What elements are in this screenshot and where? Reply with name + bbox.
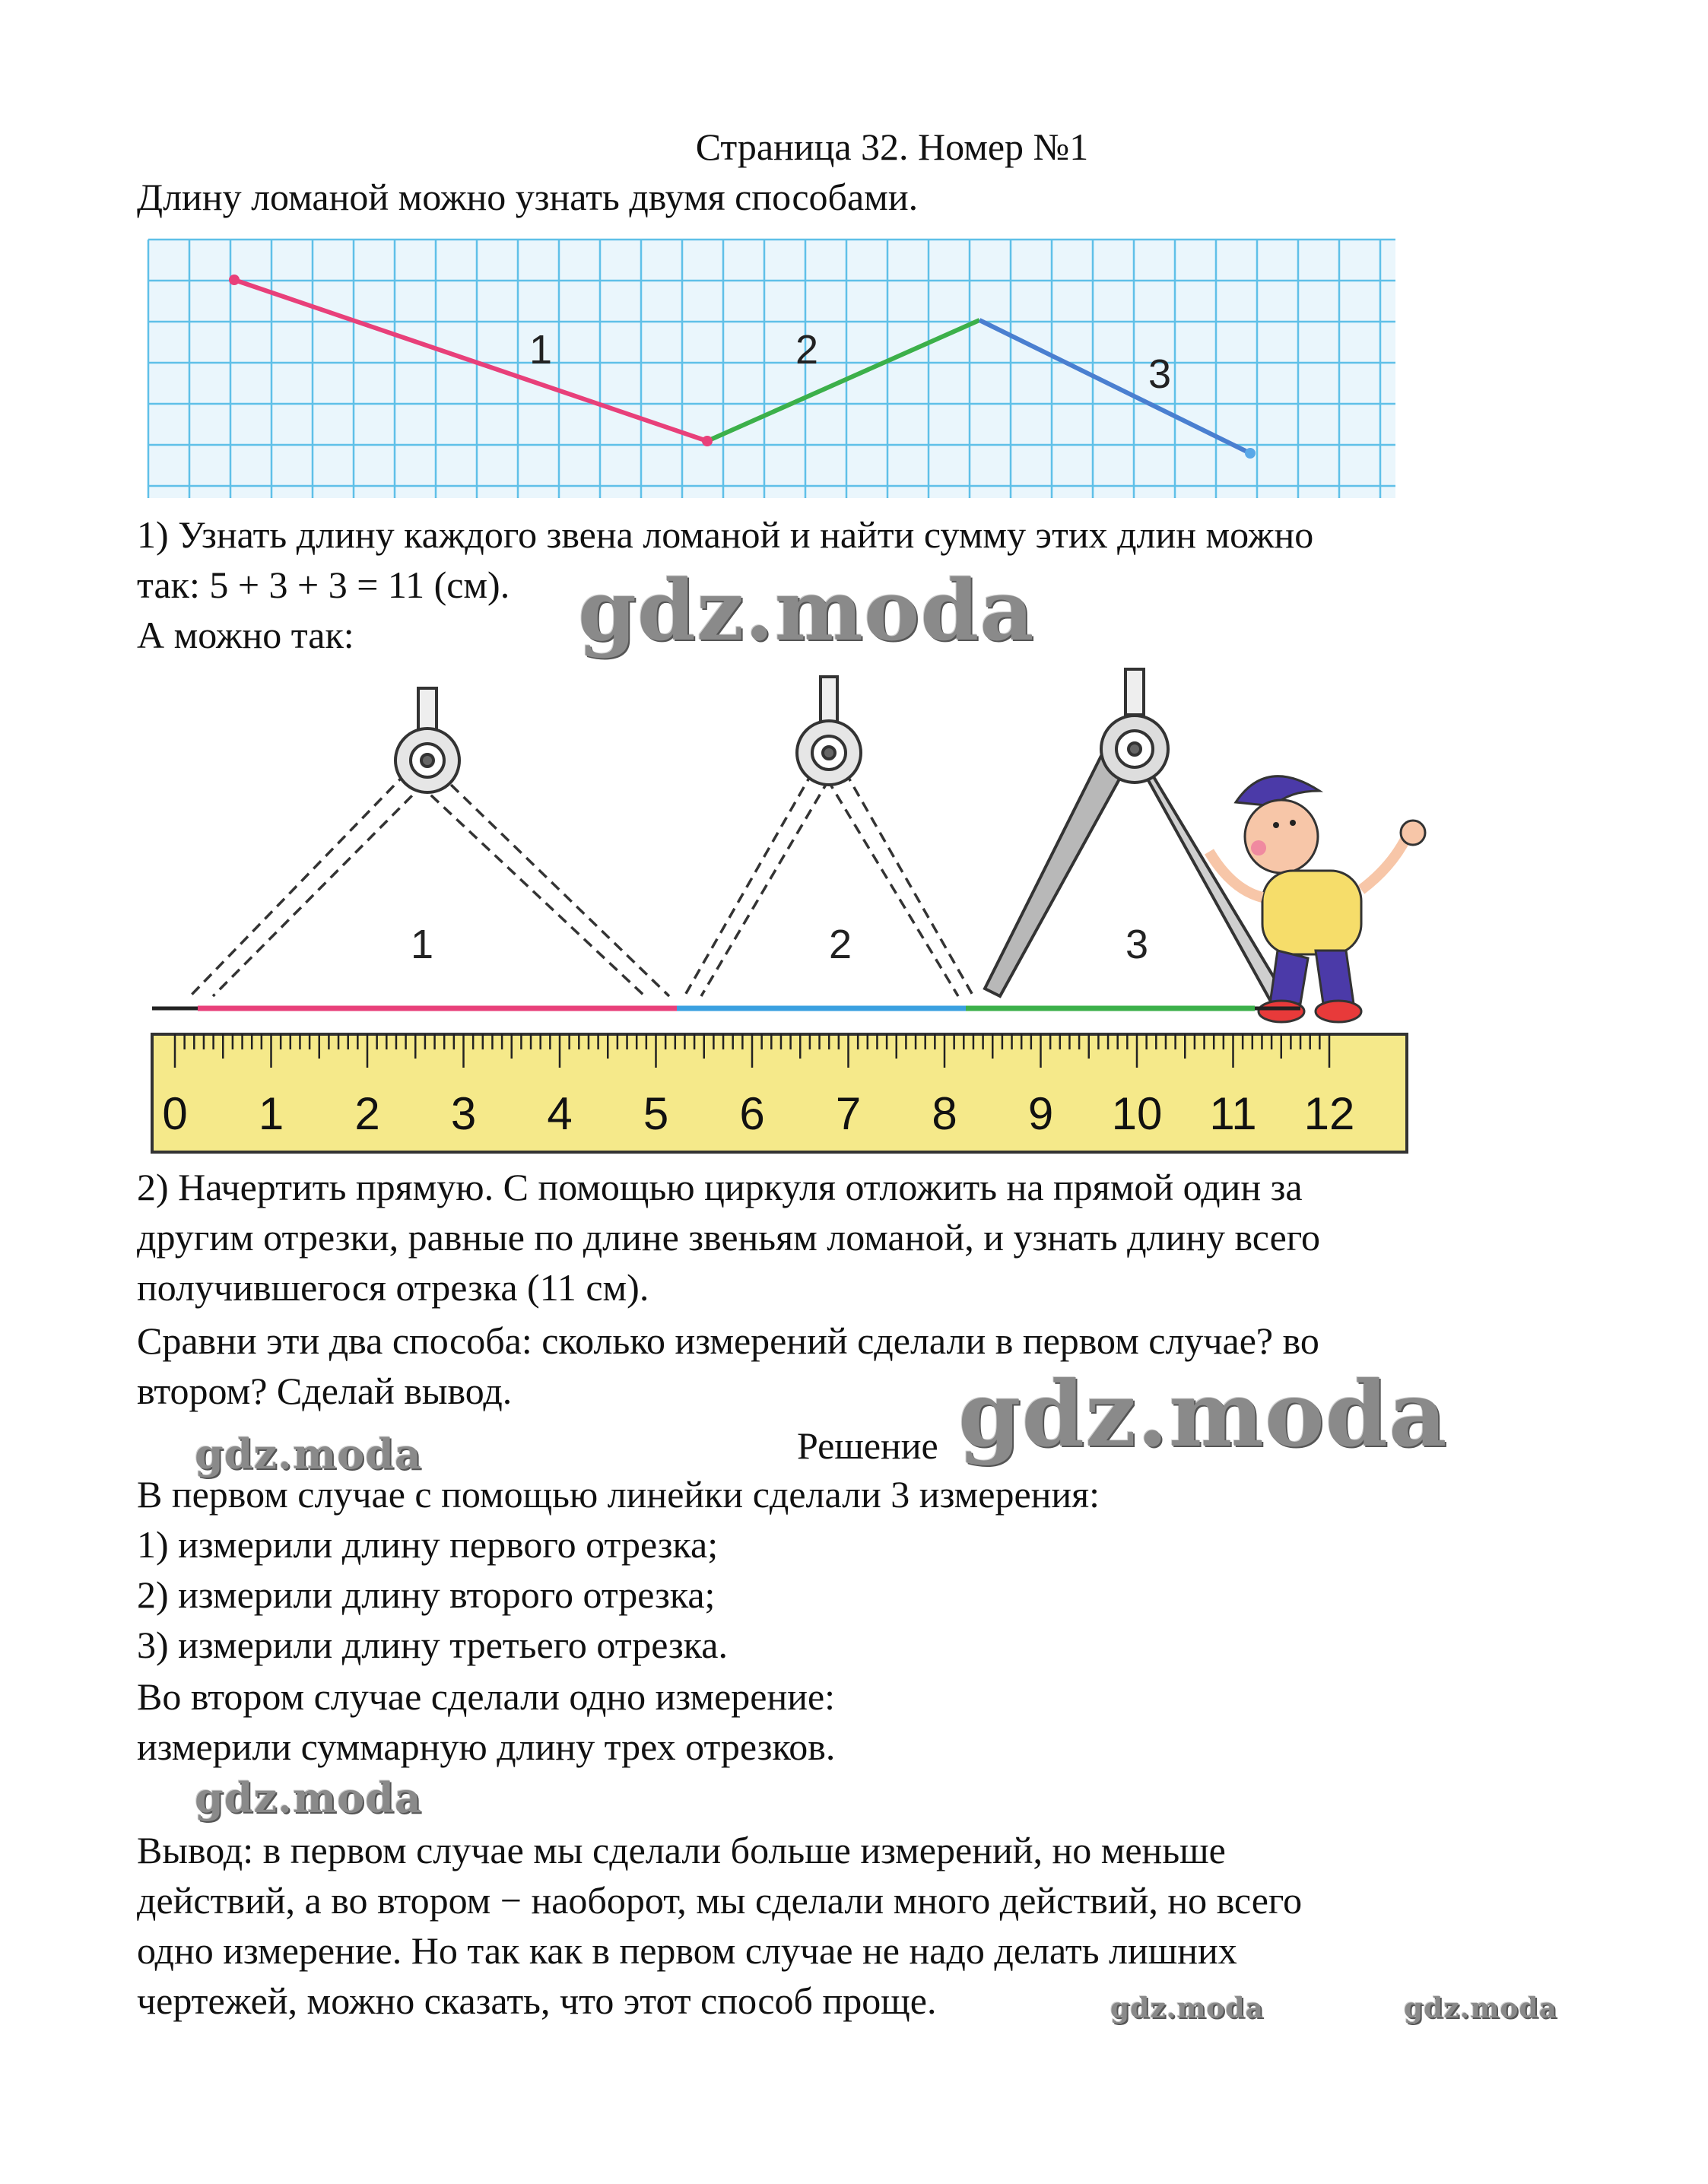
conclusion-line: Вывод: в первом случае мы сделали больше измерений, но меньше (137, 1829, 1226, 1871)
ruler-number: 7 (835, 1088, 862, 1139)
ruler-number: 0 (162, 1088, 188, 1139)
polyline-grid-figure (137, 228, 1399, 502)
method2-line2: другим отрезки, равные по длине звеньям ломаной, и узнать длину всего (137, 1216, 1321, 1259)
ruler-number: 3 (450, 1088, 477, 1139)
arc-label-2: 2 (829, 922, 852, 967)
ruler-number: 10 (1111, 1088, 1163, 1139)
watermark: gdz.moda (1404, 1992, 1557, 2024)
method2-line3: получившегося отрезка (11 см). (137, 1266, 649, 1309)
segment-label-2: 2 (795, 327, 819, 373)
watermark: gdz.moda (958, 1361, 1448, 1467)
boy-illustration (1209, 776, 1425, 1022)
ruler-number: 5 (643, 1088, 669, 1139)
compass-ruler-figure (137, 654, 1475, 1156)
solution-line: Во втором случае сделали одно измерение: (137, 1675, 836, 1718)
ruler-number: 12 (1303, 1088, 1355, 1139)
ruler-number: 8 (932, 1088, 957, 1139)
method1-line2: так: 5 + 3 + 3 = 11 (см). (137, 563, 510, 606)
solution-line: 2) измерили длину второго отрезка; (137, 1573, 716, 1616)
ruler-number: 11 (1209, 1088, 1257, 1139)
segment-label-3: 3 (1148, 351, 1172, 397)
conclusion-line: действий, а во втором − наоборот, мы сделали много действий, но всего (137, 1879, 1303, 1922)
solution-line: 3) измерили длину третьего отрезка. (137, 1624, 729, 1666)
watermark: gdz.moda (578, 561, 1035, 659)
method1-line3: А можно так: (137, 614, 354, 656)
method1-line1: 1) Узнать длину каждого звена ломаной и найти сумму этих длин можно (137, 513, 1314, 556)
method2-line4: Сравни эти два способа: сколько измерений сделали в первом случае? во (137, 1319, 1319, 1362)
watermark: gdz.moda (1110, 1992, 1264, 2024)
ruler (152, 1034, 1407, 1152)
arc-label-1: 1 (411, 922, 434, 967)
watermark: gdz.moda (195, 1430, 422, 1478)
solution-line: измерили суммарную длину трех отрезков. (137, 1725, 836, 1768)
intro-text: Длину ломаной можно узнать двумя способами. (137, 176, 919, 218)
method2-line1: 2) Начертить прямую. С помощью циркуля отложить на прямой один за (137, 1166, 1303, 1208)
ruler-number: 4 (547, 1088, 573, 1139)
page-title: Страница 32. Номер №1 (695, 125, 1089, 168)
watermark: gdz.moda (195, 1773, 422, 1822)
arc-label-3: 3 (1125, 922, 1149, 967)
conclusion-line: одно измерение. Но так как в первом случае не надо делать лишних (137, 1929, 1237, 1972)
ruler-number: 9 (1027, 1088, 1054, 1139)
conclusion-line: чертежей, можно сказать, что этот способ проще. (137, 1979, 937, 2022)
solution-line: В первом случае с помощью линейки сделали 3 измерения: (137, 1473, 1100, 1516)
method2-line5: втором? Сделай вывод. (137, 1370, 513, 1412)
solution-heading: Решение (797, 1424, 938, 1467)
segment-label-1: 1 (529, 327, 553, 373)
ruler-number: 6 (739, 1088, 765, 1139)
solution-line: 1) измерили длину первого отрезка; (137, 1523, 719, 1566)
ruler-number: 1 (258, 1088, 284, 1139)
ruler-number: 2 (354, 1088, 380, 1139)
